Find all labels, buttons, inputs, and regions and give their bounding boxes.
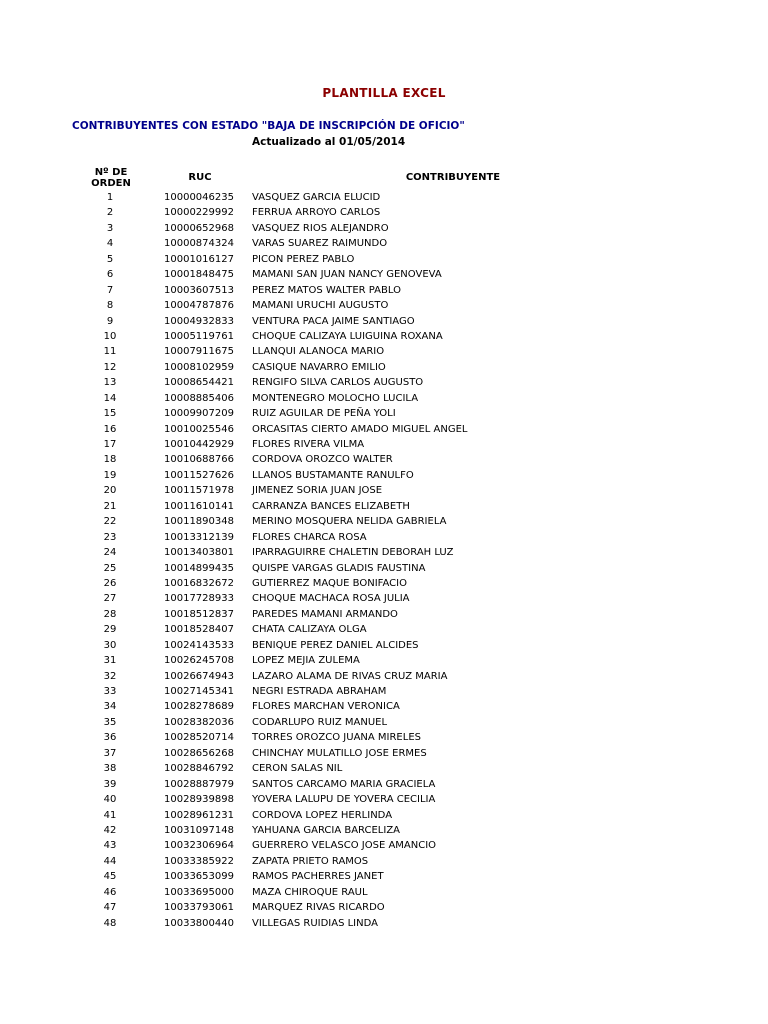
- ruc-cell: 10001016127: [164, 253, 234, 265]
- taxpayer-name-cell: NEGRI ESTRADA ABRAHAM: [252, 686, 387, 697]
- taxpayer-name-cell: LLANOS BUSTAMANTE RANULFO: [252, 469, 414, 481]
- order-number-cell: 38: [103, 763, 117, 775]
- table-row: [0, 591, 768, 606]
- ruc-cell: 10000229992: [164, 207, 234, 219]
- ruc-cell: 10011610141: [164, 500, 234, 512]
- table-row: [0, 823, 768, 838]
- order-number-cell: 14: [103, 392, 117, 404]
- table-row: [0, 653, 768, 668]
- taxpayer-name-cell: LOPEZ MEJIA ZULEMA: [252, 655, 360, 667]
- taxpayer-name-cell: VASQUEZ RIOS ALEJANDRO: [252, 222, 389, 234]
- taxpayer-name-cell: CERON SALAS NIL: [252, 763, 343, 775]
- taxpayer-name-cell: FLORES MARCHAN VERONICA: [252, 701, 400, 713]
- order-number-cell: 8: [106, 300, 114, 312]
- order-number-cell: 21: [103, 500, 117, 512]
- table-row: [0, 792, 768, 807]
- ruc-cell: 10010442929: [164, 439, 234, 450]
- table-row: [0, 190, 768, 205]
- order-number-cell: 36: [103, 732, 117, 744]
- table-row: [0, 252, 768, 267]
- table-row: [0, 916, 768, 931]
- taxpayer-name-cell: MONTENEGRO MOLOCHO LUCILA: [252, 392, 419, 404]
- ruc-cell: 10028846792: [164, 763, 234, 775]
- taxpayer-name-cell: CHOQUE CALIZAYA LUIGUINA ROXANA: [252, 330, 443, 342]
- ruc-cell: 10028939898: [164, 794, 234, 806]
- order-number-cell: 32: [103, 670, 117, 682]
- table-row: [0, 344, 768, 359]
- order-number-cell: 31: [103, 655, 117, 667]
- taxpayer-name-cell: VARAS SUAREZ RAIMUNDO: [252, 238, 388, 250]
- ruc-cell: 10033653099: [164, 871, 234, 883]
- taxpayer-name-cell: RAMOS PACHERRES JANET: [252, 871, 384, 883]
- order-number-cell: 20: [103, 485, 117, 497]
- taxpayer-name-cell: JIMENEZ SORIA JUAN JOSE: [252, 485, 383, 497]
- table-row: [0, 406, 768, 421]
- table-row: [0, 699, 768, 714]
- taxpayer-name-cell: CARRANZA BANCES ELIZABETH: [252, 500, 410, 512]
- ruc-cell: 10028520714: [164, 732, 234, 744]
- table-row: [0, 298, 768, 313]
- ruc-cell: 10028656268: [164, 747, 234, 759]
- order-number-cell: 41: [103, 809, 117, 821]
- order-number-cell: 18: [103, 454, 117, 466]
- ruc-cell: 10033793061: [164, 902, 234, 914]
- table-row: [0, 561, 768, 576]
- taxpayer-name-cell: PICON PEREZ PABLO: [252, 253, 355, 265]
- ruc-cell: 10033695000: [164, 886, 234, 898]
- taxpayer-name-cell: PEREZ MATOS WALTER PABLO: [252, 284, 401, 296]
- taxpayer-name-cell: MERINO MOSQUERA NELIDA GABRIELA: [252, 516, 447, 528]
- ruc-cell: 10011527626: [164, 469, 234, 481]
- taxpayer-name-cell: VILLEGAS RUIDIAS LINDA: [252, 917, 378, 929]
- ruc-cell: 10028382036: [164, 716, 234, 728]
- table-row: [0, 885, 768, 900]
- order-number-cell: 19: [103, 469, 117, 481]
- order-number-cell: 28: [103, 608, 117, 620]
- table-row: [0, 391, 768, 406]
- ruc-cell: 10011571978: [164, 485, 234, 497]
- ruc-cell: 10010688766: [164, 454, 234, 466]
- order-number-cell: 39: [103, 778, 117, 790]
- taxpayer-name-cell: SANTOS CARCAMO MARIA GRACIELA: [252, 778, 436, 790]
- taxpayer-name-cell: CORDOVA OROZCO WALTER: [252, 454, 393, 466]
- table-row: [0, 808, 768, 823]
- table-row: [0, 715, 768, 730]
- taxpayer-name-cell: GUTIERREZ MAQUE BONIFACIO: [252, 577, 407, 589]
- order-number-cell: 44: [103, 855, 117, 867]
- table-row: [0, 684, 768, 699]
- taxpayer-name-cell: MAZA CHIROQUE RAUL: [252, 886, 368, 898]
- table-row: [0, 607, 768, 622]
- order-number-cell: 7: [106, 284, 114, 296]
- table-row: [0, 499, 768, 514]
- order-number-cell: 30: [103, 639, 117, 651]
- ruc-cell: 10028961231: [164, 809, 234, 821]
- ruc-cell: 10001848475: [164, 269, 234, 281]
- table-row: [0, 205, 768, 220]
- table-row: [0, 360, 768, 375]
- column-header-order-label: Nº DE ORDEN: [91, 167, 131, 189]
- order-number-cell: 17: [103, 439, 117, 450]
- order-number-cell: 43: [103, 840, 117, 852]
- ruc-cell: 10026674943: [164, 670, 234, 682]
- ruc-cell: 10028278689: [164, 701, 234, 713]
- taxpayer-name-cell: MAMANI SAN JUAN NANCY GENOVEVA: [252, 269, 442, 281]
- order-number-cell: 4: [106, 238, 114, 250]
- ruc-cell: 10013403801: [164, 547, 234, 559]
- order-number-cell: 5: [106, 253, 114, 265]
- column-header-taxpayer: CONTRIBUYENTE: [405, 172, 501, 183]
- table-row: [0, 730, 768, 745]
- table-row: [0, 869, 768, 884]
- ruc-cell: 10004932833: [164, 315, 234, 327]
- ruc-cell: 10033385922: [164, 855, 234, 867]
- taxpayer-name-cell: LLANQUI ALANOCA MARIO: [252, 346, 385, 358]
- taxpayer-name-cell: YAHUANA GARCIA BARCELIZA: [252, 824, 401, 836]
- ruc-cell: 10008102959: [164, 361, 234, 373]
- order-number-cell: 29: [103, 624, 117, 636]
- order-number-cell: 48: [103, 917, 117, 929]
- document-subtitle: CONTRIBUYENTES CON ESTADO "BAJA DE INSCRIPCIÓN DE OFICIO": [72, 120, 465, 132]
- order-number-cell: 13: [103, 377, 117, 389]
- order-number-cell: 3: [106, 222, 114, 234]
- order-number-cell: 26: [103, 577, 117, 589]
- ruc-cell: 10003607513: [164, 284, 234, 296]
- table-row: [0, 514, 768, 529]
- table-row: [0, 375, 768, 390]
- order-number-cell: 42: [103, 824, 117, 836]
- taxpayer-name-cell: RENGIFO SILVA CARLOS AUGUSTO: [252, 377, 424, 389]
- ruc-cell: 10011890348: [164, 516, 234, 528]
- ruc-cell: 10000652968: [164, 222, 234, 234]
- taxpayer-name-cell: ORCASITAS CIERTO AMADO MIGUEL ANGEL: [252, 423, 468, 435]
- taxpayer-name-cell: LAZARO ALAMA DE RIVAS CRUZ MARIA: [252, 670, 448, 682]
- table-row: [0, 545, 768, 560]
- ruc-cell: 10018528407: [164, 624, 234, 636]
- taxpayer-name-cell: FLORES RIVERA VILMA: [252, 439, 365, 450]
- taxpayer-name-cell: IPARRAGUIRRE CHALETIN DEBORAH LUZ: [252, 547, 454, 559]
- table-row: [0, 777, 768, 792]
- taxpayer-name-cell: FLORES CHARCA ROSA: [252, 531, 367, 543]
- table-row: [0, 283, 768, 298]
- order-number-cell: 40: [103, 794, 117, 806]
- taxpayer-name-cell: CODARLUPO RUIZ MANUEL: [252, 716, 388, 728]
- ruc-cell: 10010025546: [164, 423, 234, 435]
- order-number-cell: 6: [106, 269, 114, 281]
- ruc-cell: 10014899435: [164, 562, 234, 574]
- ruc-cell: 10000874324: [164, 238, 234, 250]
- taxpayer-name-cell: RUIZ AGUILAR DE PEÑA YOLI: [252, 408, 396, 420]
- ruc-cell: 10017728933: [164, 593, 234, 605]
- order-number-cell: 27: [103, 593, 117, 605]
- taxpayer-name-cell: TORRES OROZCO JUANA MIRELES: [252, 732, 421, 744]
- table-row: [0, 329, 768, 344]
- ruc-cell: 10008654421: [164, 377, 234, 389]
- table-row: [0, 437, 768, 452]
- order-number-cell: 25: [103, 562, 117, 574]
- taxpayer-name-cell: MARQUEZ RIVAS RICARDO: [252, 902, 385, 914]
- order-number-cell: 2: [106, 207, 114, 219]
- ruc-cell: 10018512837: [164, 608, 234, 620]
- taxpayer-name-cell: QUISPE VARGAS GLADIS FAUSTINA: [252, 562, 426, 574]
- order-number-cell: 10: [103, 330, 117, 342]
- taxpayer-name-cell: MAMANI URUCHI AUGUSTO: [252, 300, 389, 312]
- order-number-cell: 46: [103, 886, 117, 898]
- order-number-cell: 34: [103, 701, 117, 713]
- order-number-cell: 11: [103, 346, 117, 358]
- table-row: [0, 267, 768, 282]
- order-number-cell: 1: [106, 192, 114, 203]
- table-row: [0, 638, 768, 653]
- taxpayer-name-cell: GUERRERO VELASCO JOSE AMANCIO: [252, 840, 437, 852]
- ruc-cell: 10004787876: [164, 300, 234, 312]
- taxpayer-name-cell: CHATA CALIZAYA OLGA: [252, 624, 367, 636]
- ruc-cell: 10007911675: [164, 346, 234, 358]
- column-header-order-number: [88, 167, 134, 189]
- table-row: [0, 422, 768, 437]
- table-row: [0, 746, 768, 761]
- table-row: [0, 761, 768, 776]
- ruc-cell: 10031097148: [164, 824, 234, 836]
- taxpayer-name-cell: ZAPATA PRIETO RAMOS: [252, 855, 369, 867]
- taxpayer-name-cell: CHINCHAY MULATILLO JOSE ERMES: [252, 747, 427, 759]
- ruc-cell: 10000046235: [164, 192, 234, 203]
- taxpayer-name-cell: PAREDES MAMANI ARMANDO: [252, 608, 398, 620]
- table-row: [0, 221, 768, 236]
- taxpayer-name-cell: CORDOVA LOPEZ HERLINDA: [252, 809, 393, 821]
- taxpayer-name-cell: VASQUEZ GARCIA ELUCID: [252, 192, 381, 203]
- taxpayer-name-cell: BENIQUE PEREZ DANIEL ALCIDES: [252, 639, 419, 651]
- ruc-cell: 10016832672: [164, 577, 234, 589]
- order-number-cell: 37: [103, 747, 117, 759]
- table-row: [0, 314, 768, 329]
- table-row: [0, 854, 768, 869]
- table-row: [0, 622, 768, 637]
- taxpayer-name-cell: YOVERA LALUPU DE YOVERA CECILIA: [252, 794, 436, 806]
- order-number-cell: 24: [103, 547, 117, 559]
- order-number-cell: 23: [103, 531, 117, 543]
- taxpayer-name-cell: VENTURA PACA JAIME SANTIAGO: [252, 315, 415, 327]
- column-header-ruc: RUC: [188, 172, 212, 183]
- updated-date: Actualizado al 01/05/2014: [252, 136, 406, 148]
- ruc-cell: 10028887979: [164, 778, 234, 790]
- ruc-cell: 10013312139: [164, 531, 234, 543]
- table-row: [0, 236, 768, 251]
- ruc-cell: 10033800440: [164, 917, 234, 929]
- ruc-cell: 10008885406: [164, 392, 234, 404]
- order-number-cell: 22: [103, 516, 117, 528]
- order-number-cell: 33: [103, 686, 117, 697]
- ruc-cell: 10005119761: [164, 330, 234, 342]
- ruc-cell: 10026245708: [164, 655, 234, 667]
- taxpayer-name-cell: CHOQUE MACHACA ROSA JULIA: [252, 593, 410, 605]
- ruc-cell: 10009907209: [164, 408, 234, 420]
- order-number-cell: 35: [103, 716, 117, 728]
- table-row: [0, 452, 768, 467]
- taxpayer-name-cell: FERRUA ARROYO CARLOS: [252, 207, 381, 219]
- order-number-cell: 47: [103, 902, 117, 914]
- table-row: [0, 483, 768, 498]
- order-number-cell: 9: [106, 315, 114, 327]
- order-number-cell: 16: [103, 423, 117, 435]
- taxpayer-name-cell: CASIQUE NAVARRO EMILIO: [252, 361, 386, 373]
- ruc-cell: 10032306964: [164, 840, 234, 852]
- table-row: [0, 576, 768, 591]
- table-row: [0, 669, 768, 684]
- taxpayer-table: [0, 190, 768, 931]
- table-row: [0, 900, 768, 915]
- table-row: [0, 530, 768, 545]
- page-title: PLANTILLA EXCEL: [322, 86, 446, 100]
- ruc-cell: 10027145341: [164, 686, 234, 697]
- ruc-cell: 10024143533: [164, 639, 234, 651]
- table-row: [0, 838, 768, 853]
- order-number-cell: 15: [103, 408, 117, 420]
- table-row: [0, 468, 768, 483]
- order-number-cell: 45: [103, 871, 117, 883]
- order-number-cell: 12: [103, 361, 117, 373]
